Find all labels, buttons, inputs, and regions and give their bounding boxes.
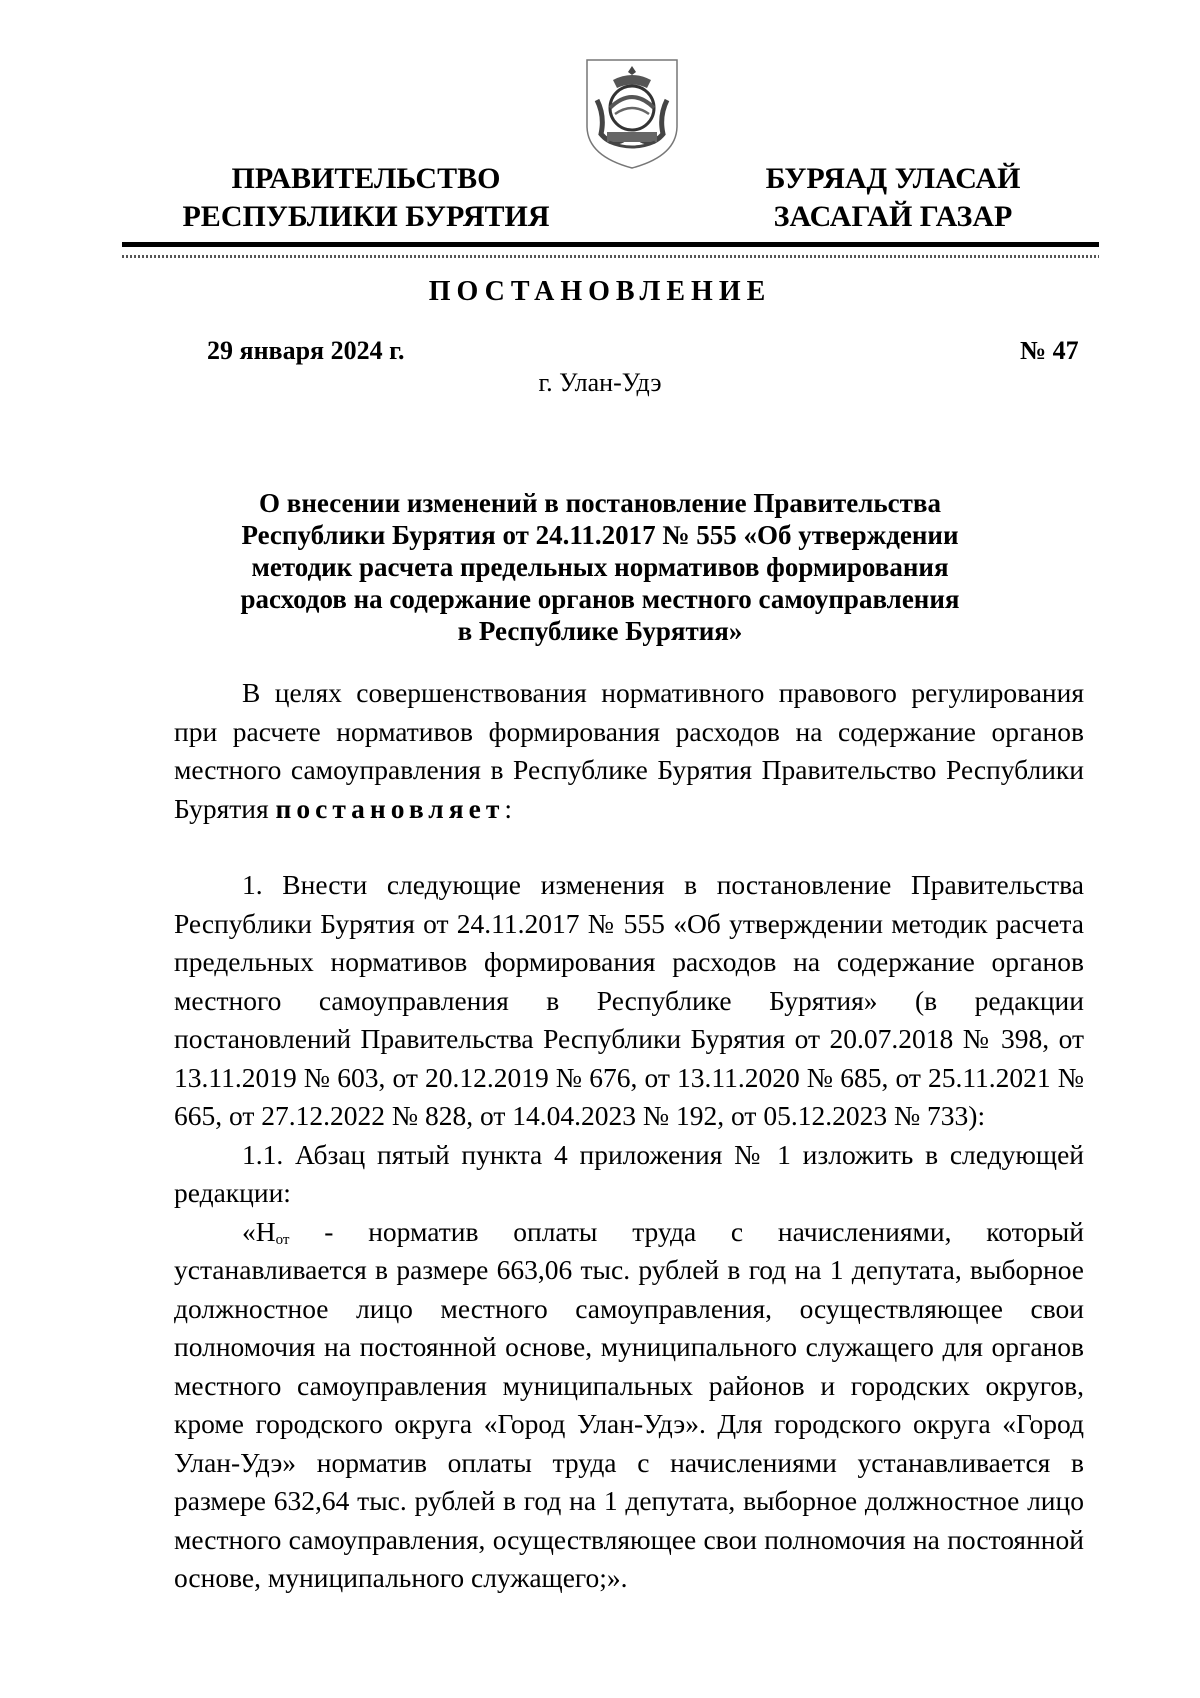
norm-definition-paragraph	[174, 1213, 1084, 1598]
document-type: ПОСТАНОВЛЕНИЕ	[428, 276, 772, 307]
document-body	[174, 674, 1084, 1598]
norm-symbol-subscript: от	[275, 1231, 290, 1248]
title-line: О внесении изменений в постановление Правительства	[259, 488, 941, 518]
preamble-paragraph	[174, 674, 1084, 828]
government-name-buryat	[748, 160, 1038, 236]
government-name-line: ЗАСАГАЙ ГАЗАР	[773, 200, 1013, 233]
norm-definition-text: - норматив оплаты труда с начислениями, который устанавливается в размере 663,06 тыс. рублей в год на 1 депутата, выборное должностное лицо местного самоуправления, осуществляющее свои полномочия на постоянной основе, муниципального служащего для органов местного самоуправления муниципальных районов и городских округов, кроме городского округа «Город Улан-Удэ». Для городского округа «Город Улан-Удэ» норматив оплаты труда с начислениями устанавливается в размере 632,64 тыс. рублей в год на 1 депутата, выборное должностное лицо местного самоуправления, осуществляющее свои полномочия на постоянной основе, муниципального служащего;».	[174, 1215, 1084, 1593]
coat-of-arms-emblem	[583, 56, 681, 172]
document-date: 29 января 2024 г.	[207, 336, 405, 365]
document-place: г. Улан-Удэ	[538, 368, 662, 397]
title-line: методик расчета предельных нормативов формирования	[251, 552, 949, 582]
document-title	[200, 487, 1000, 647]
title-line: в Республике Бурятия»	[457, 616, 743, 646]
preamble-end: :	[504, 792, 512, 824]
header-rule-thin	[122, 255, 1099, 258]
document-number: № 47	[1020, 336, 1079, 365]
title-line: Республики Бурятия от 24.11.2017 № 555 «Об утверждении	[241, 520, 959, 550]
title-line: расходов на содержание органов местного самоуправления	[240, 584, 960, 614]
clause-1-paragraph: 1. Внести следующие изменения в постановление Правительства Республики Бурятия от 24.11.2017 № 555 «Об утверждении методик расчета предельных нормативов формирования расходов на содержание органов местного самоуправления в Республике Бурятия» (в редакции постановлений Правительства Республики Бурятия от 20.07.2018 № 398, от 13.11.2019 № 603, от 20.12.2019 № 676, от 13.11.2020 № 685, от 25.11.2021 № 665, от 27.12.2022 № 828, от 14.04.2023 № 192, от 05.12.2023 № 733):	[174, 869, 1084, 1131]
norm-symbol: «Н	[242, 1215, 276, 1247]
government-name-russian	[176, 160, 556, 236]
header-rule-thick	[122, 242, 1099, 247]
resolution-keyword: постановляет	[275, 792, 505, 824]
government-name-line: ПРАВИТЕЛЬСТВО	[231, 162, 501, 195]
preamble-text: В целях совершенствования нормативного правового регулирования при расчете нормативов формирования расходов на содержание органов местного самоуправления в Республике Бурятия Правительство Республики Бурятия	[174, 677, 1084, 824]
clause-1-1-paragraph: 1.1. Абзац пятый пункта 4 приложения № 1 изложить в следующей редакции:	[174, 1138, 1084, 1208]
government-name-line: РЕСПУБЛИКИ БУРЯТИЯ	[182, 200, 550, 233]
government-name-line: БУРЯАД УЛАСАЙ	[765, 162, 1021, 195]
